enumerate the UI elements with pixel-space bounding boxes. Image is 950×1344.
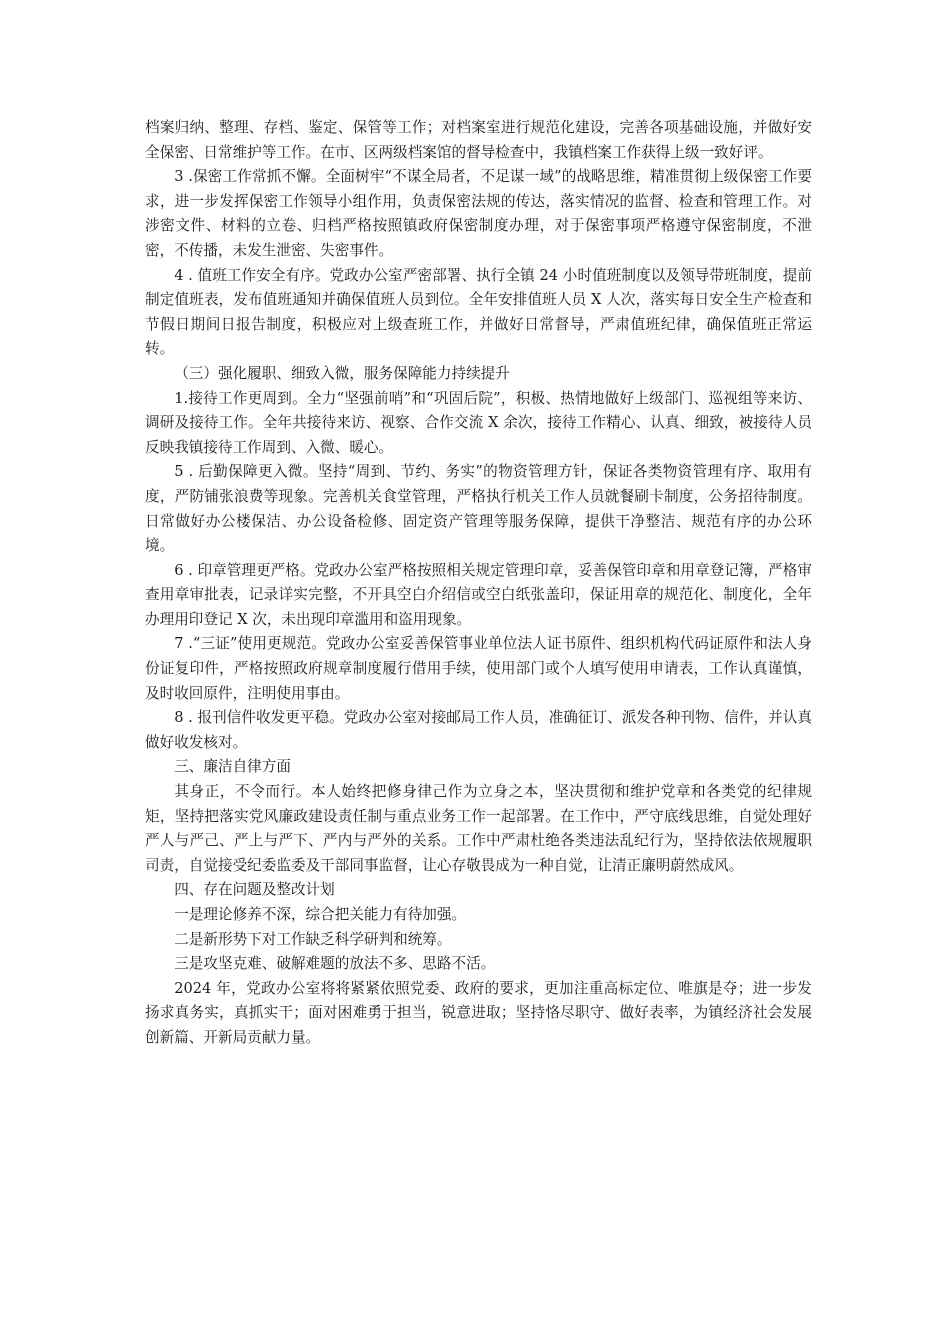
- paragraph-archives-continued: 档案归纳、整理、存档、鉴定、保管等工作；对档案室进行规范化建设，完善各项基础设施，并做好安全保密、日常维护等工作。在市、区两级档案馆的督导检查中，我镇档案工作获得上级一致好评。: [145, 119, 812, 161]
- paragraph-logistics: 5 . 后勤保障更入微。坚持“周到、节约、务实”的物资管理方针，保证各类物资管理有序、取用有度，严防铺张浪费等现象。完善机关食堂管理，严格执行机关工作人员就餐刷卡制度，公务招待制度。日常做好办公楼保洁、办公设备检修、固定资产管理等服务保障，提供干净整洁、规范有序的办公环境。: [145, 463, 812, 555]
- paragraph-three-certificates: 7 .“三证”使用更规范。党政办公室妥善保管事业单位法人证书原件、组织机构代码证原件和法人身份证复印件，严格按照政府规章制度履行借用手续，使用部门或个人填写使用申请表，工作认真谨慎，及时收回原件，注明使用事由。: [145, 635, 812, 702]
- paragraph-confidentiality: 3 .保密工作常抓不懈。全面树牢“不谋全局者，不足谋一域”的战略思维，精准贯彻上级保密工作要求，进一步发挥保密工作领导小组作用，负责保密法规的传达，落实情况的监督、检查和管理工作。对涉密文件、材料的立卷、归档严格按照镇政府保密制度办理，对于保密事项严格遵守保密制度，不泄密，不传播，未发生泄密、失密事件。: [145, 168, 812, 259]
- paragraph-mail-handling: 8 . 报刊信件收发更平稳。党政办公室对接邮局工作人员，准确征订、派发各种刊物、信件，并认真做好收发核对。: [145, 709, 812, 751]
- section-heading-service-support: （三）强化履职、细致入微，服务保障能力持续提升: [174, 364, 510, 382]
- document-body: [145, 116, 812, 1051]
- paragraph-problem-2: 二是新形势下对工作缺乏科学研判和统筹。: [174, 930, 452, 948]
- section-heading-integrity: 三、廉洁自律方面: [174, 758, 291, 776]
- paragraph-problem-3: 三是攻坚克难、破解难题的放法不多、思路不活。: [174, 955, 496, 973]
- paragraph-seal-management: 6 . 印章管理更严格。党政办公室严格按照相关规定管理印章，妥善保管印章和用章登记簿，严格审查用章审批表，记录详实完整，不开具空白介绍信或空白纸张盖印，保证用章的规范化、制度化，全年办理用印登记 X 次，未出现印章滥用和盗用现象。: [145, 561, 812, 628]
- paragraph-problem-1: 一是理论修养不深，综合把关能力有待加强。: [174, 906, 467, 923]
- paragraph-plan-2024: 2024 年，党政办公室将将紧紧依照党委、政府的要求，更加注重高标定位、唯旗是夺；进一步发扬求真务实，真抓实干；面对困难勇于担当，锐意进取；坚持恪尽职守、做好表率，为镇经济社会发展创新篇、开新局贡献力量。: [145, 979, 812, 1046]
- paragraph-reception: 1.接待工作更周到。全力“坚强前哨”和“巩固后院”，积极、热情地做好上级部门、巡视组等来访、调研及接待工作。全年共接待来访、视察、合作交流 X 余次，接待工作精心、认真、细致，被接待人员反映我镇接待工作周到、入微、暖心。: [145, 389, 812, 456]
- paragraph-integrity: 其身正，不令而行。本人始终把修身律己作为立身之本，坚决贯彻和维护党章和各类党的纪律规矩，坚持把落实党风廉政建设责任制与重点业务工作一起部署。在工作中，严守底线思维，自觉处理好严人与严己、严上与严下、严内与严外的关系。工作中严肃杜绝各类违法乱纪行为，坚持依法依规履职司责，自觉接受纪委监委及干部同事监督，让心存敬畏成为一种自觉，让清正廉明蔚然成风。: [145, 783, 812, 874]
- paragraph-duty-shift: 4 . 值班工作安全有序。党政办公室严密部署、执行全镇 24 小时值班制度以及领导带班制度，提前制定值班表，发布值班通知并确保值班人员到位。全年安排值班人员 X 人次，落实每日安全生产检查和节假日期间日报告制度，积极应对上级查班工作，并做好日常督导，严肃值班纪律，确保值班正常运转。: [145, 266, 812, 358]
- section-heading-problems: 四、存在问题及整改计划: [174, 881, 335, 899]
